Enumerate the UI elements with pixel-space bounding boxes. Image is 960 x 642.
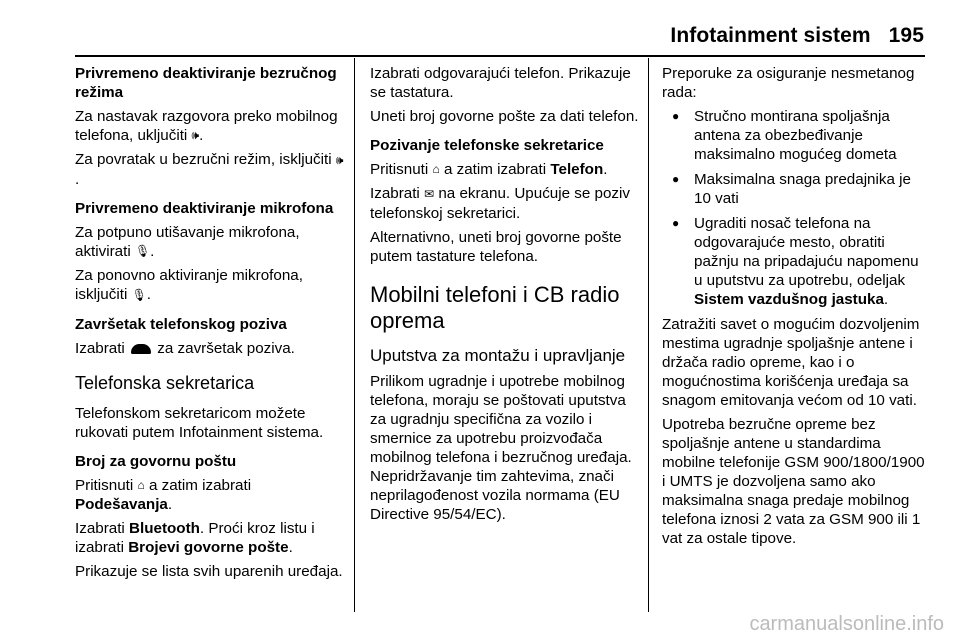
paragraph: Izabrati Bluetooth. Proći kroz listu i izabrati Brojevi govorne pošte.	[75, 520, 315, 557]
paragraph: Prikazuje se lista svih uparenih uređaja.	[75, 563, 343, 581]
paragraph: Za povratak u bezručni režim, isključiti 🕪.	[75, 151, 344, 188]
list-item: ● Stručno montirana spoljašnja antena za obezbeđivanje maksimalno mogućeg dometa	[662, 107, 930, 164]
page-header	[670, 24, 924, 48]
paragraph: Preporuke za osiguranje nesmetanog rada:	[662, 65, 915, 101]
paragraph: Zatražiti savet o mogućim dozvoljenim mestima ugradnje spoljašnje antene i držača radio opreme, kao i o mogućnostima korišćenja uređaja sa snagom emitovanja većom od 10 vati.	[662, 316, 920, 409]
paragraph: Izabrati ✉ na ekranu. Upućuje se poziv telefonskoj sekretarici.	[370, 185, 630, 222]
column-divider-1	[354, 58, 355, 612]
paragraph: Izabrati za završetak poziva.	[75, 339, 295, 357]
paragraph: Telefonskom sekretaricom možete rukovati putem Infotainment sistema.	[75, 404, 324, 441]
column-divider-2	[648, 58, 649, 612]
heading-mic: Privremeno deaktiviranje mikrofona	[75, 199, 334, 217]
paragraph: Za ponovno aktiviranje mikrofona, isključiti 🎙.	[75, 267, 303, 304]
heading-voicemail-number: Broj za govornu poštu	[75, 452, 237, 470]
end-call-icon	[131, 344, 151, 354]
paragraph: Izabrati odgovarajući telefon. Prikazuje se tastatura.	[370, 65, 631, 101]
microphone-icon: 🎙	[131, 287, 147, 302]
home-icon: ⌂	[137, 478, 145, 493]
home-icon: ⌂	[432, 162, 440, 177]
paragraph: Pritisnuti ⌂ a zatim izabrati Telefon.	[370, 161, 608, 178]
heading-mobile-phones: Mobilni telefoni i CB radio oprema	[370, 281, 620, 333]
heading-call-voicemail: Pozivanje telefonske sekretarice	[370, 137, 604, 154]
watermark: carmanualsonline.info	[749, 613, 944, 635]
heading-end-call: Završetak telefonskog poziva	[75, 315, 287, 333]
column-1	[75, 64, 347, 586]
paragraph: Za nastavak razgovora preko mobilnog telefona, uključiti 🕪.	[75, 108, 338, 144]
heading-installation: Uputstva za montažu i upravljanje	[370, 345, 626, 365]
list-item: ● Maksimalna snaga predajnika je 10 vati	[662, 170, 930, 208]
list-item: ● Ugraditi nosač telefona na odgovarajuće mesto, obratiti pažnju na pripadajuću napomenu u uputstvu za upotrebu, odeljak Sistem vazdušnog jastuka.	[662, 214, 930, 309]
paragraph: Za potpuno utišavanje mikrofona, aktivirati 🎙.	[75, 223, 300, 260]
voicemail-icon: ✉	[424, 186, 435, 201]
page-number: 195	[888, 24, 924, 47]
heading-voicemail: Telefonska sekretarica	[75, 372, 255, 393]
paragraph: Upotreba bezručne opreme bez spoljašnje antene u standardima mobilne telefonije GSM 900/1800/1900 i UMTS je dozvoljena samo ako maksimalna snaga predaje mobilnog telefona iznosi 2 vata za GSM 900 ili 1 vat za ostale tipove.	[662, 416, 925, 547]
header-rule	[75, 55, 925, 57]
bullet-list	[662, 107, 930, 309]
column-2	[370, 64, 642, 529]
column-3	[662, 64, 930, 553]
microphone-icon: 🎙	[134, 244, 151, 259]
header-title: Infotainment sistem	[670, 24, 871, 47]
paragraph: Alternativno, uneti broj govorne pošte putem tastature telefona.	[370, 228, 622, 265]
handset-speaker-icon: 🕪	[335, 152, 344, 167]
paragraph: Uneti broj govorne pošte za dati telefon.	[370, 108, 639, 125]
paragraph: Prilikom ugradnje i upotrebe mobilnog telefona, moraju se poštovati uputstva za ugradnju specifična za vozilo i smernice za upotrebu proizvođača mobilnog telefona i bezručnog uređaja. Nepridržavanje tim zahtevima, znači neprilagođenost vozila normama (EU Directive 95/54/EC).	[370, 372, 632, 523]
paragraph: Pritisnuti ⌂ a zatim izabrati Podešavanja.	[75, 476, 252, 514]
handset-speaker-icon: 🕪	[191, 128, 200, 143]
heading-mute: Privremeno deaktiviranje bezručnog režima	[75, 65, 337, 101]
